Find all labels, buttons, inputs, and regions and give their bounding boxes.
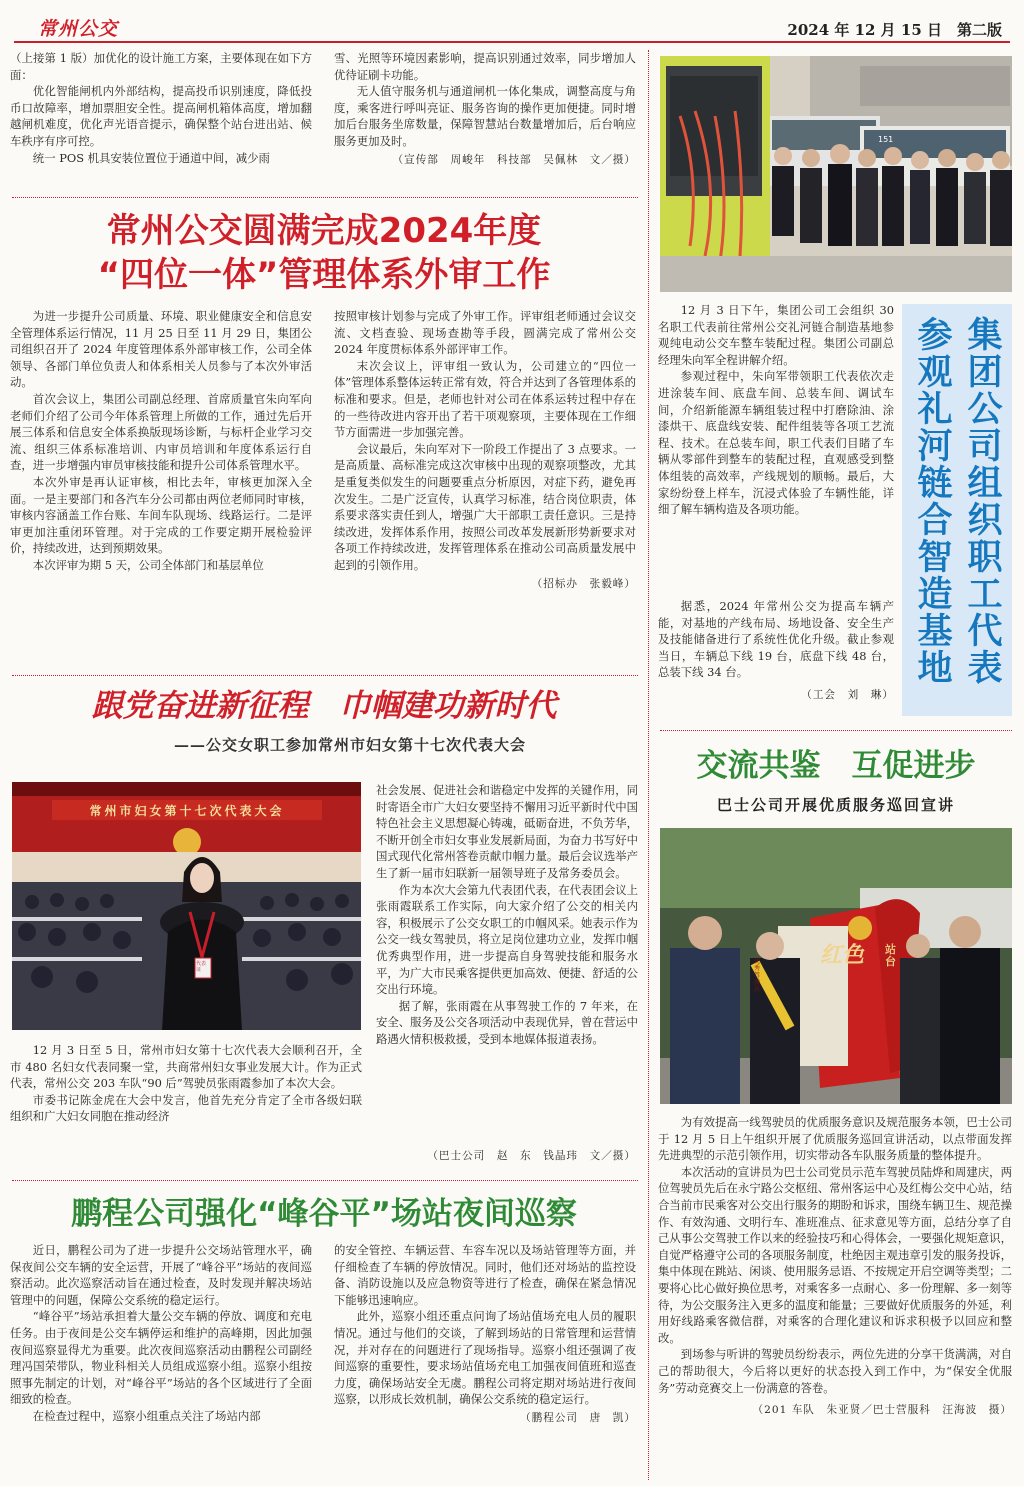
- paragraph: 的安全管控、车辆运营、车容车况以及场站管理等方面，并仔细检查了车辆的停放情况。同时，他们还对场站的监控设备、消防设施以及应急物资等进行了检查，确保在紧急情况下能够迅速响应。: [334, 1243, 636, 1307]
- paragraph: 近日，鹏程公司为了进一步提升公交场站管理水平，确保夜间公交车辆的安全运营，开展了“峰谷平”场站的夜间巡察活动。此次巡察活动旨在通过检查，及时发现并解决场站管理中的问题，保障公交系统的稳定运行。: [10, 1243, 312, 1307]
- factory-visit-photo: [660, 56, 1012, 292]
- headline: 鹏程公司强化“峰谷平”场站夜间巡察: [71, 1196, 577, 1232]
- paragraph: 优化智能闸机内外部结构，提高投币识别速度，降低投币口故障率，增加票胆安全性。提高闸机箱体高度，增加翻越闸机难度，优化声光语音提示，确保整个站台进出站、候车秩序有序可控。: [10, 84, 312, 148]
- byline: （巴士公司 赵 东 钱晶玮 文／摄）: [427, 1150, 636, 1162]
- photo-sash-text: 优秀驾驶员: [754, 958, 761, 993]
- patrol-col-1: [10, 1242, 312, 1425]
- paragraph: 12 月 3 日至 5 日，常州市妇女第十七次代表大会顺利召开，全市 480 名妇女代表同聚一堂，共商常州妇女事业发展大计。作为正式代表，常州公交 203 车队“90 后”驾驶员张雨霞参加了本次大会。: [10, 1043, 362, 1091]
- byline: （鹏程公司 唐 凯）: [520, 1411, 636, 1424]
- subheadline: ——公交女职工参加常州市妇女第十七次代表大会: [173, 736, 526, 754]
- article-service-talk: [658, 736, 1014, 1480]
- paragraph: 无人值守服务机与通道闸机一体化集成，调整高度与角度，乘客进行呼叫亮证、服务咨询的操作更加便捷。同时增加后台服务坐席数量，保障智慧站台数量增加后，后台响应服务更加及时。: [334, 84, 636, 148]
- paragraph: 本次活动的宣讲员为巴士公司党员示范车驾驶员陆烨和周建庆，两位驾驶员先后在永宁路公交枢纽、常州客运中心及红梅公交中心站，结合当前市民乘客对公交出行服务的期盼和诉求，围绕车辆卫生、规范操作、有效沟通、文明行车、准班准点、征求意见等方面，总结分享了自己从事公交驾驶工作以来的经验技巧和心得体会，一要强化规矩意识，自觉严格遵守公司的各项服务制度，杜绝因主观违章引发的服务投诉，集中体现在跳站、闲谈、使用服务忌语、不按规定开启空调等类型；二要将心比心做好换位思考，对乘客多一点耐心、多一份理解、多一刻等待，为公交服务注入更多的温度和能量；三要做好优质服务的外延，利用好线路乘客微信群，对乘客的合理化建议和诉求积极予以回应和整改。: [658, 1164, 1012, 1345]
- paragraph: （上接第 1 版）加优化的设计施工方案，主要体现在如下方面：: [10, 51, 312, 82]
- congress-col-right: [376, 782, 638, 1048]
- headline-line-2: “四位一体”管理体系外审工作: [97, 255, 551, 295]
- headline: 交流共鉴 互促进步: [696, 748, 976, 784]
- congress-photo-illustration: [12, 782, 361, 1030]
- paragraph: 作为本次大会第九代表团代表，在代表团会议上张雨霞联系工作实际，向大家介绍了公交的相关内容，积极展示了公交女职工的巾帼风采。她表示作为公交一线女驾驶员，将立足岗位建功立业，发挥巾帼优秀典型作用，进一步提高自身驾驶技能和服务水平，为广大市民乘客提供更加高效、便捷、舒适的公交出行环境。: [376, 882, 639, 997]
- factory-col-bottom: [658, 598, 894, 702]
- masthead-logo: 常州公交: [38, 18, 119, 40]
- issue-date-edition: 2024 年 12 月 15 日 第二版: [787, 21, 1002, 39]
- article-night-patrol: [10, 1186, 638, 1482]
- congress-photo: [12, 782, 361, 1030]
- article-audit: [10, 204, 638, 664]
- section-divider: [12, 1180, 638, 1181]
- headline-vertical-col-2: 参观礼河链合智造基地: [912, 316, 952, 686]
- paragraph: 首次会议上，集团公司副总经理、首席质量官朱向军向老师们介绍了公司今年体系管理上所做的工作，通过先后开展三体系和信息安全体系换版现场诊断，与标杆企业学习交流、组织三体系标准培训、内审员培训和年度体系运行自查，进一步增强内审员审核技能和提升公司体系管理水平。: [10, 391, 312, 473]
- service-talk-photo: [660, 828, 1012, 1104]
- headline-vertical-col-1: 集团公司组织职工代表: [962, 316, 1002, 686]
- headline: 跟党奋进新征程 巾帼建功新时代: [91, 688, 557, 724]
- headline-line-1: 常州公交圆满完成2024年度: [106, 211, 542, 251]
- paragraph: 统一 POS 机具安装位置位于通道中间，减少雨: [32, 150, 270, 165]
- section-divider: [12, 675, 638, 676]
- paragraph: 雪、光照等环境因素影响，提高识别通过效率，同步增加人优待证刷卡功能。: [334, 51, 636, 82]
- bus-route-number: 151: [878, 135, 894, 144]
- section-divider: [660, 730, 1012, 731]
- article-factory-visit: [658, 54, 1014, 722]
- article-women-congress: [10, 680, 638, 1172]
- paragraph: 据了解，张雨霞在从事驾驶工作的 7 年来，在安全、服务及公交各项活动中表现优异，曾在营运中路遇火情积极救援，受到本地媒体报道表扬。: [376, 998, 638, 1046]
- factory-col-text: [658, 302, 894, 518]
- paragraph: 为进一步提升公司质量、环境、职业健康安全和信息安全管理体系运行情况，11 月 25 日至 11 月 29 日，集团公司组织召开了 2024 年度管理体系外部审核工作，公司全体领导、各部门单位负责人和体系相关人员参与了本次外审活动。: [10, 309, 312, 390]
- factory-visit-illustration: [660, 56, 1012, 292]
- service-talk-text: [658, 1114, 1012, 1417]
- continued-article: [10, 50, 638, 190]
- photo-banner-text: 常州市妇女第十七次代表大会: [89, 804, 285, 818]
- patrol-col-2: [334, 1242, 636, 1425]
- audit-col-1: [10, 308, 312, 574]
- paragraph: 参观过程中，朱向军带领职工代表依次走进涂装车间、底盘车间、总装车间、调试车间，介绍新能源车辆组装过程中打磨除油、涂漆烘干、底盘线安装、配件组装等各项工艺流程、技术。在总装车间，职工代表们目睹了车辆从零部件到整车的装配过程，直观感受到整体组装的高效率，产线规划的顺畅。最后，大家纷纷登上样车，沉浸式体验了车辆性能，详细了解车辆构造及各项功能。: [658, 369, 894, 517]
- audit-col-2: [334, 308, 636, 591]
- header-divider: [14, 41, 1010, 43]
- continued-col-2: [334, 50, 636, 167]
- paragraph: 此外，巡察小组还重点问询了场站值场充电人员的履职情况。通过与他们的交谈，了解到场站的日常管理和运营情况，并对存在的问题进行了现场指导。巡察小组还强调了夜间巡察的重要性，要求场站值场充电工加强夜间值班和巡查力度，确保场站安全无虞。鹏程公司将定期对场站进行夜间巡察，以形成长效机制，确保公交系统的稳定运行。: [334, 1309, 636, 1407]
- paragraph: 到场参与听讲的驾驶员纷纷表示，两位先进的分享干货满满，对自己的帮助很大，今后将以更好的状态投入到工作中，为“保安全优服务”劳动竞赛交上一份满意的答卷。: [658, 1347, 1012, 1395]
- congress-col-bottom: [10, 1042, 362, 1125]
- paragraph: 会议最后，朱向军对下一阶段工作提出了 3 点要求。一是高质量、高标准完成这次审核中出现的观察项整改，尤其是重复类似发生的问题要重点分析原因，对症下药，避免再次发生。二是广泛宣传，认真学习标准，结合岗位职责，体系要求落实责任到人，增强广大干部职工责任意识。三是持续改进，发挥体系作用，按照公司改革发展新形势新要求对各项工作持续改进，发挥管理体系在推动公司高质量发展中起到的引领作用。: [334, 441, 636, 572]
- photo-sign-subtext: 站台: [885, 943, 896, 968]
- paragraph: 社会发展、促进社会和谐稳定中发挥的关键作用，同时寄语全市广大妇女要坚持不懈用习近平新时代中国特色社会主义思想凝心铸魂，砥砺奋进，不负芳华，不断开创全市妇女事业发展新局面，为奋力书写好中国式现代化常州答卷贡献巾帼力量。最后会议选举产生了新一届市妇联新一届领导班子及常务委员会。: [376, 783, 638, 880]
- byline: （201 车队 朱亚贤／巴士营服科 汪海波 摄）: [752, 1404, 1012, 1417]
- paragraph: “峰谷平”场站承担着大量公交车辆的停放、调度和充电任务。由于夜间是公交车辆停运和维护的高峰期，因此加强夜间巡察显得尤为重要。此次夜间巡察活动由鹏程公司副经理冯国荣带队，物业科相关人员组成巡察小组。巡察小组按照事先制定的计划，对“峰谷平”场站的各个区域进行了全面细致的检查。: [10, 1309, 312, 1407]
- photo-badge-text: 代表证: [196, 961, 207, 973]
- paragraph: 在检查过程中，巡察小组重点关注了场站内部: [32, 1408, 261, 1423]
- byline: （招标办 张毅峰）: [531, 577, 636, 590]
- paragraph: 按照审核计划参与完成了外审工作。评审组老师通过会议交流、文档查验、现场查勘等手段，圆满完成了常州公交 2024 年度贯标体系外部评审工作。: [334, 309, 636, 357]
- paragraph: 本次评审为期 5 天，公司全体部门和基层单位: [32, 557, 264, 572]
- factory-title-panel: [902, 304, 1012, 716]
- paragraph: 末次会议上，评审组一致认为，公司建立的“四位一体”管理体系整体运转正常有效，符合并达到了各管理体系的标准和要求。但是，老师也针对公司在体系运转过程中存在的一些待改进内容开出了若干项观察项，主要体现在工作细节方面需进一步加强完善。: [334, 358, 636, 440]
- column-divider: [648, 50, 649, 1480]
- subheadline: 巴士公司开展优质服务巡回宣讲: [716, 796, 955, 814]
- paragraph: 市委书记陈金虎在大会中发言，他首先充分肯定了全市各级妇联组织和广大妇女同胞在推动经济: [10, 1092, 362, 1124]
- paragraph: 本次外审是再认证审核，相比去年，审核更加深入全面。一是主要部门和各汽车分公司都由两位老师同时审核，审核内容涵盖工作台账、车间车队现场、线路运行。二是评审更加注重闭环管理。对于完成的工作要定期开展检验评价，持续改进，达到预期效果。: [10, 474, 312, 556]
- byline: （宣传部 周峻年 科技部 吴佩林 文／摄）: [392, 153, 636, 166]
- continued-col-1: [10, 50, 312, 166]
- byline: （工会 刘 琳）: [801, 688, 894, 701]
- photo-sign-text: 红色: [820, 942, 865, 968]
- paragraph: 12 月 3 日下午，集团公司工会组织 30 名职工代表前往常州公交礼河链合制造基地参观纯电动公交车整车装配过程。集团公司副总经理朱向军全程讲解介绍。: [658, 303, 894, 367]
- paragraph: 为有效提高一线驾驶员的优质服务意识及规范服务本领，巴士公司于 12 月 5 日上午组织开展了优质服务巡回宣讲活动，以点带面发挥先进典型的示范引领作用，切实带动各车队服务质量的整体提升。: [658, 1115, 1012, 1163]
- paragraph: 据悉，2024 年常州公交为提高车辆产能，对基地的产线布局、场地设备、安全生产及技能储备进行了系统性优化升级。截止参观当日，车辆总下线 19 台，底盘下线 48 台，总装下线 34 台。: [658, 599, 894, 680]
- section-divider: [12, 197, 638, 198]
- page-header: [0, 0, 1024, 44]
